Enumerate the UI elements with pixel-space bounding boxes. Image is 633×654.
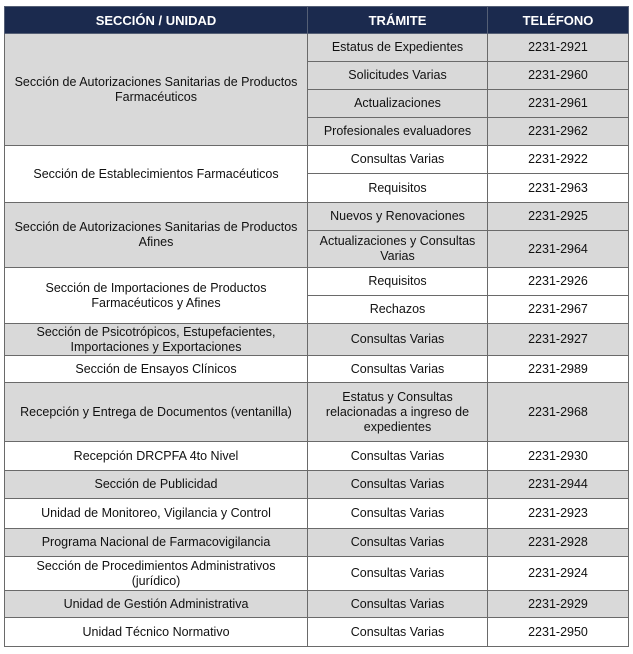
telefono-cell: 2231-2921 — [488, 34, 629, 62]
directory-table-wrapper — [4, 6, 628, 647]
telefono-cell: 2231-2923 — [488, 499, 629, 529]
section-name-cell: Programa Nacional de Farmacovigilancia — [5, 529, 308, 557]
header-section: SECCIÓN / UNIDAD — [5, 7, 308, 34]
tramite-cell: Consultas Varias — [308, 529, 488, 557]
section-name-cell: Sección de Autorizaciones Sanitarias de Productos Farmacéuticos — [5, 34, 308, 146]
table-row — [5, 356, 629, 383]
section-name-cell: Unidad de Monitoreo, Vigilancia y Control — [5, 499, 308, 529]
telefono-cell: 2231-2927 — [488, 324, 629, 356]
section-name-cell: Recepción y Entrega de Documentos (ventanilla) — [5, 383, 308, 442]
section-name-cell: Sección de Importaciones de Productos Farmacéuticos y Afines — [5, 268, 308, 324]
table-header-row — [5, 7, 629, 34]
section-name-cell: Sección de Procedimientos Administrativos (jurídico) — [5, 557, 308, 591]
table-row — [5, 324, 629, 356]
table-row — [5, 442, 629, 471]
tramite-cell: Nuevos y Renovaciones — [308, 203, 488, 231]
table-row — [5, 471, 629, 499]
telefono-cell: 2231-2960 — [488, 62, 629, 90]
table-row — [5, 499, 629, 529]
section-name-cell: Recepción DRCPFA 4to Nivel — [5, 442, 308, 471]
tramite-cell: Consultas Varias — [308, 442, 488, 471]
section-name-cell: Sección de Publicidad — [5, 471, 308, 499]
contact-directory-table — [4, 6, 629, 647]
section-name-cell: Sección de Autorizaciones Sanitarias de Productos Afines — [5, 203, 308, 268]
table-row — [5, 383, 629, 442]
telefono-cell: 2231-2950 — [488, 618, 629, 647]
table-row — [5, 529, 629, 557]
table-row — [5, 591, 629, 618]
telefono-cell: 2231-2944 — [488, 471, 629, 499]
telefono-cell: 2231-2928 — [488, 529, 629, 557]
table-row — [5, 557, 629, 591]
tramite-cell: Consultas Varias — [308, 557, 488, 591]
tramite-cell: Solicitudes Varias — [308, 62, 488, 90]
telefono-cell: 2231-2967 — [488, 296, 629, 324]
telefono-cell: 2231-2925 — [488, 203, 629, 231]
telefono-cell: 2231-2968 — [488, 383, 629, 442]
telefono-cell: 2231-2963 — [488, 174, 629, 203]
section-name-cell: Sección de Establecimientos Farmacéuticos — [5, 146, 308, 203]
header-tramite: TRÁMITE — [308, 7, 488, 34]
section-name-cell: Unidad de Gestión Administrativa — [5, 591, 308, 618]
tramite-cell: Actualizaciones — [308, 90, 488, 118]
table-body — [5, 34, 629, 647]
section-name-cell: Sección de Ensayos Clínicos — [5, 356, 308, 383]
tramite-cell: Consultas Varias — [308, 356, 488, 383]
table-row — [5, 146, 629, 174]
tramite-cell: Requisitos — [308, 268, 488, 296]
tramite-cell: Consultas Varias — [308, 471, 488, 499]
section-name-cell: Sección de Psicotrópicos, Estupefacientes, Importaciones y Exportaciones — [5, 324, 308, 356]
table-row — [5, 203, 629, 231]
telefono-cell: 2231-2961 — [488, 90, 629, 118]
table-row — [5, 268, 629, 296]
tramite-cell: Requisitos — [308, 174, 488, 203]
telefono-cell: 2231-2962 — [488, 118, 629, 146]
telefono-cell: 2231-2989 — [488, 356, 629, 383]
telefono-cell: 2231-2926 — [488, 268, 629, 296]
telefono-cell: 2231-2964 — [488, 231, 629, 268]
tramite-cell: Estatus de Expedientes — [308, 34, 488, 62]
telefono-cell: 2231-2930 — [488, 442, 629, 471]
tramite-cell: Actualizaciones y Consultas Varias — [308, 231, 488, 268]
telefono-cell: 2231-2922 — [488, 146, 629, 174]
header-telefono: TELÉFONO — [488, 7, 629, 34]
telefono-cell: 2231-2924 — [488, 557, 629, 591]
tramite-cell: Rechazos — [308, 296, 488, 324]
tramite-cell: Consultas Varias — [308, 499, 488, 529]
tramite-cell: Profesionales evaluadores — [308, 118, 488, 146]
table-row — [5, 618, 629, 647]
tramite-cell: Estatus y Consultas relacionadas a ingreso de expedientes — [308, 383, 488, 442]
tramite-cell: Consultas Varias — [308, 146, 488, 174]
tramite-cell: Consultas Varias — [308, 324, 488, 356]
tramite-cell: Consultas Varias — [308, 618, 488, 647]
section-name-cell: Unidad Técnico Normativo — [5, 618, 308, 647]
telefono-cell: 2231-2929 — [488, 591, 629, 618]
tramite-cell: Consultas Varias — [308, 591, 488, 618]
table-row — [5, 34, 629, 62]
